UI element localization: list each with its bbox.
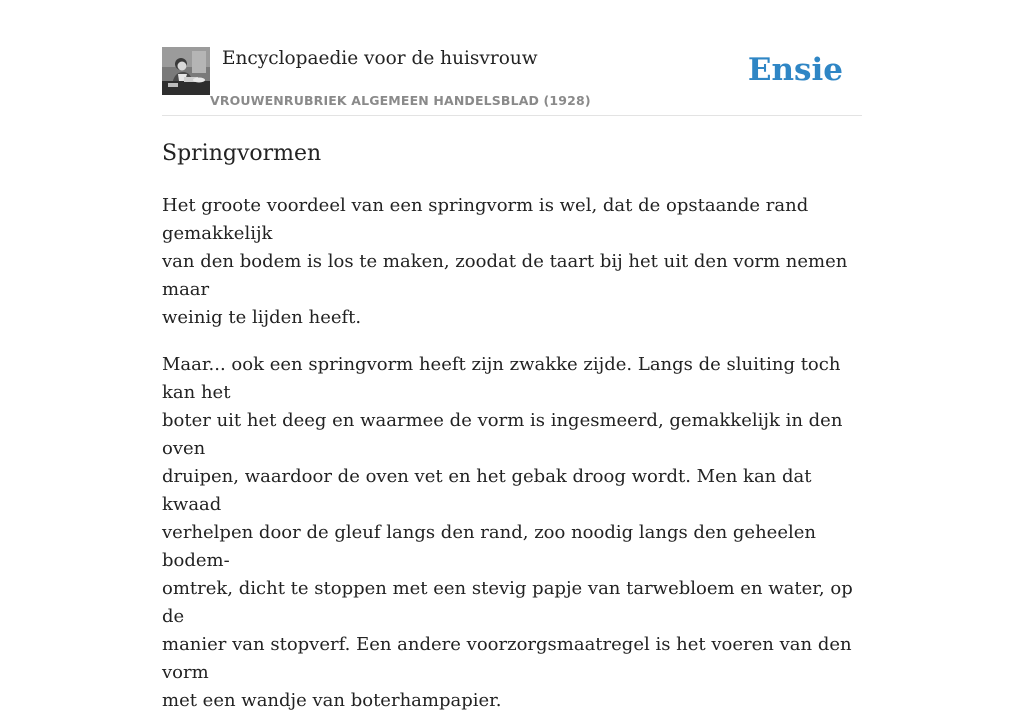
paragraph-line: omtrek, dicht te stoppen met een stevig papje van tarwebloem en water, op de [162,578,853,627]
source-title[interactable]: Encyclopaedie voor de huisvrouw [222,48,538,69]
woman-at-table-photo-icon [162,47,210,95]
source-avatar[interactable] [162,47,210,95]
paragraph-line: met een wandje van boterhampapier. [162,690,502,711]
article-paragraph [162,192,862,332]
ensie-logo[interactable]: Ensie [747,52,843,88]
paragraph-line: Maar... ook een springvorm heeft zijn zwakke zijde. Langs de sluiting toch kan het [162,354,841,403]
paragraph-line: druipen, waardoor de oven vet en het gebak droog wordt. Men kan dat kwaad [162,466,812,515]
paragraph-line: weinig te lijden heeft. [162,307,362,328]
source-header [162,44,862,116]
article-paragraph [162,351,862,715]
paragraph-line: manier van stopverf. Een andere voorzorgsmaatregel is het voeren van den vorm [162,634,852,683]
article-title: Springvormen [162,141,322,166]
paragraph-line: Het groote voordeel van een springvorm is wel, dat de opstaande rand gemakkelijk [162,195,809,244]
article [162,138,862,715]
paragraph-line: verhelpen door de gleuf langs den rand, zoo noodig langs den geheelen bodem- [162,522,816,571]
source-subtitle: VROUWENRUBRIEK ALGEMEEN HANDELSBLAD (1928) [210,93,591,108]
paragraph-line: boter uit het deeg en waarmee de vorm is ingesmeerd, gemakkelijk in den oven [162,410,843,459]
header-divider [162,115,862,116]
paragraph-line: van den bodem is los te maken, zoodat de taart bij het uit den vorm nemen maar [162,251,848,300]
